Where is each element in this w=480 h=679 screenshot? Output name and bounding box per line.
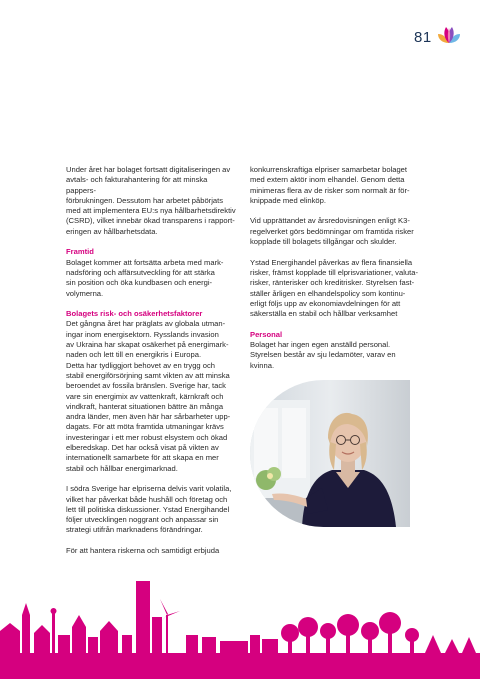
finance-risk-paragraph: Ystad Energihandel påverkas av flera finansiella risker, främst kopplade till elprisvariationer, valuta- risker, ränterisker och kreditrisker. Styrelsen fast- ställer årligen en elhandelspolicy som kontinu- erligt följs upp av ekonomiavdelningen för att säkerställa en stabil och hållbar verksamhet [250, 257, 418, 319]
risk-heading: Bolagets risk- och osäkerhetsfaktorer [66, 309, 203, 319]
portrait-illustration [250, 380, 410, 527]
left-column [66, 165, 236, 567]
page-number: 81 [414, 29, 432, 46]
staff-paragraph: Bolaget har ingen egen anställd personal. Styrelsen består av sju ledamöter, varav en kvinna. [250, 340, 396, 370]
sweden-paragraph: I södra Sverige har elpriserna delvis varit volatila, vilket har påverkat både hushåll och företag och lett till politiska diskussioner. Ystad Energihandel följer utvecklingen noggrant och anpassar sin strategi utifrån marknadens förändringar. [66, 484, 232, 535]
k3-paragraph: Vid upprättandet av årsredovisningen enligt K3- regelverket görs bedömningar om framtida risker kopplade till bolagets tillgångar och skulder. [250, 216, 414, 247]
future-heading: Framtid [66, 247, 94, 257]
company-logo-icon [436, 25, 462, 45]
city-skyline-illustration [0, 575, 480, 679]
intro-paragraph: Under året har bolaget fortsatt digitaliseringen av avtals- och fakturahantering för att minska pappers- förbrukningen. Dessutom har arbetet påbörjats med att implementera EU:s nya hållbarhetsdirektiv (CSRD), vilket innebär ökad transparens i rapport- eringen av hållbarhetsdata. [66, 165, 236, 236]
future-paragraph: Bolaget kommer att fortsätta arbeta med mark- nadsföring och affärsutveckling för att stärka sin position och öka kundbasen och energi- volymerna. [66, 257, 224, 298]
staff-heading: Personal [250, 329, 283, 339]
right-column [250, 165, 418, 381]
continued-paragraph: konkurrenskraftiga elpriser samarbetar bolaget med extern aktör inom elhandel. Genom detta minimeras flera av de risker som normalt är för- knippade med elinköp. [250, 165, 410, 205]
portrait-photo [250, 380, 410, 527]
closing-paragraph: För att hantera riskerna och samtidigt erbjuda [66, 545, 220, 555]
risk-paragraph: Det gångna året har präglats av globala utman- ingar inom energisektorn. Rysslands invasion av Ukraina har skapat osäkerhet på energimark- naden och lett till en energikris i Europa. Detta har tydliggjort behovet av en trygg och stabil energiförsörjning samt vikten av att minska beroendet av fossila bränslen. Sverige har, tack vare sin energimix av vattenkraft, kärnkraft och vindkraft, hanterat situationen bättre än många andra länder, men även här har sårbarheter upp- dagats. För att möta framtida utmaningar krävs investeringar i ett mer robust elsystem och ökad elberedskap. Det har också visat på vikten av internationellt samarbete för att skapa en mer stabil och hållbar energimarknad. [66, 319, 231, 473]
